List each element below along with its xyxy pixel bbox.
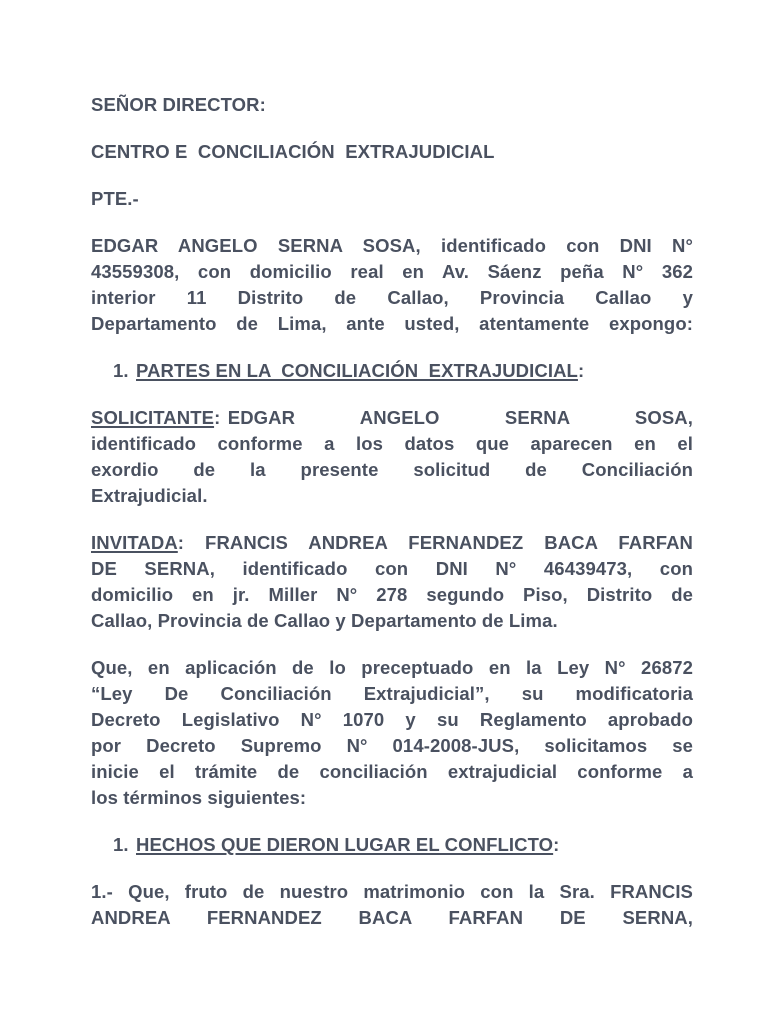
section-title: PARTES EN LA CONCILIACIÓN EXTRAJUDICIAL [136,360,578,381]
intro-line: interior 11 Distrito de Callao, Provincia Callao y [91,287,693,308]
solicitante-name: EDGAR ANGELO SERNA SOSA, [227,407,693,428]
pte-line: PTE.- [91,188,139,209]
intro-line: Departamento de Lima, ante usted, atentamente expongo: [91,313,693,334]
solicitante-colon: : [214,407,221,428]
invitada-line: domicilio en jr. Miller N° 278 segundo Piso, Distrito de [91,584,693,605]
section-number: 1. [113,360,129,381]
legal-basis-line: inicie el trámite de conciliación extrajudicial conforme a [91,761,693,782]
legal-basis-line: Decreto Legislativo N° 1070 y su Reglamento aprobado [91,709,693,730]
intro-line: 43559308, con domicilio real en Av. Sáenz peña N° 362 [91,261,693,282]
section-number: 1. [113,834,129,855]
solicitante-paragraph [91,405,693,509]
legal-basis-paragraph [91,655,693,811]
invitada-colon: : [177,532,185,553]
invitada-label: INVITADA [91,532,178,553]
legal-basis-line: Que, en aplicación de lo preceptuado en la Ley N° 26872 [91,657,693,678]
legal-basis-line: “Ley De Conciliación Extrajudicial”, su modificatoria [91,683,693,704]
solicitante-label: SOLICITANTE [91,407,215,428]
section-colon: : [553,834,560,855]
legal-basis-line: por Decreto Supremo N° 014-2008-JUS, solicitamos se [91,735,693,756]
conciliation-center: CENTRO E CONCILIACIÓN EXTRAJUDICIAL [91,141,495,162]
invitada-name: FRANCIS ANDREA FERNANDEZ BACA FARFAN [205,532,693,553]
solicitante-line: Extrajudicial. [91,485,208,506]
invitada-paragraph [91,530,693,634]
invitada-first-line [91,530,693,556]
document-page [91,92,693,952]
invitada-line: DE SERNA, identificado con DNI N° 46439473, con [91,558,693,579]
facts-paragraph [91,879,693,931]
intro-line: EDGAR ANGELO SERNA SOSA, identificado con DNI N° [91,235,693,256]
solicitante-line: identificado conforme a los datos que aparecen en el [91,433,693,454]
section-colon: : [577,360,585,381]
legal-basis-line: los términos siguientes: [91,787,307,808]
intro-paragraph [91,233,693,337]
facts-line: ANDREA FERNANDEZ BACA FARFAN DE SERNA, [91,907,693,928]
invitada-line: Callao, Provincia de Callao y Departamento de Lima. [91,610,558,631]
facts-line: 1.- Que, fruto de nuestro matrimonio con la Sra. FRANCIS [91,881,693,902]
salutation: SEÑOR DIRECTOR: [91,94,266,115]
section-heading-facts [113,832,693,858]
section-title: HECHOS QUE DIERON LUGAR EL CONFLICTO [136,834,554,855]
section-heading-parties [113,358,693,384]
solicitante-first-line [91,405,693,431]
solicitante-line: exordio de la presente solicitud de Conciliación [91,459,693,480]
